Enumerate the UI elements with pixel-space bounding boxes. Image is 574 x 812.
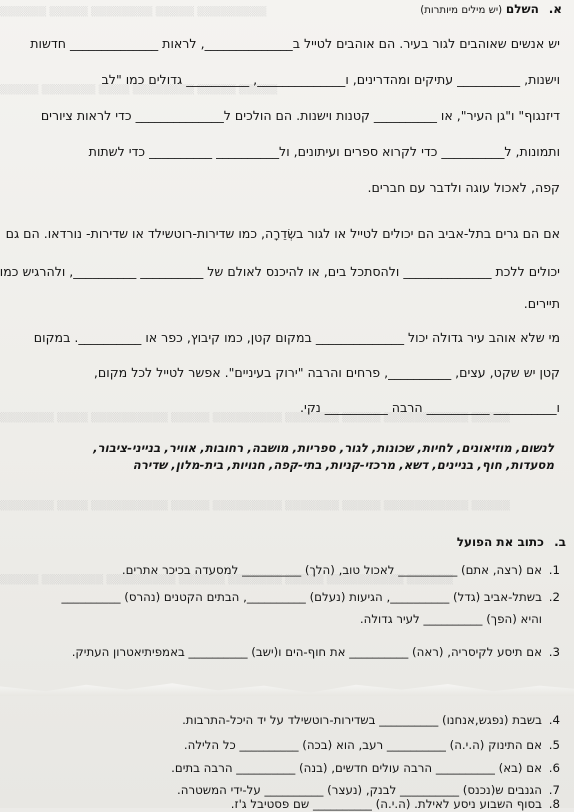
exercise-text: אם (רצה, אתם) __________ לאכול טוב, (הלך) __________ למסעדה בכיכר אתרים.: [121, 563, 542, 577]
exercise-item: [10, 796, 560, 812]
section-a-subtitle: (יש מילים מיותרות): [420, 5, 503, 16]
exercise-item: [10, 737, 560, 753]
passage-line: מי שלא אוהב עיר גדולה יכול ______________ במקום קטן, כמו קיבוץ, כפר או __________. במקום: [33, 330, 560, 345]
exercise-text: אם התינוק (ה.י.ה) __________ רעב, הוא (בכה) __________ כל הלילה.: [183, 738, 542, 752]
section-a-header: [420, 2, 562, 16]
passage-line: קטן יש שקט, עצים, __________, פרחים והרבה "ירוק בעיניים". אפשר לטייל לכל מקום,: [93, 365, 560, 380]
word-bank-line: מסעדות, חוף, בניינים, דשא, מרכזי-קניות, בתי-קפה, חנויות, בית-מלון, שדירה: [132, 458, 554, 472]
exercise-number: 1.: [548, 563, 560, 577]
passage-line: קפה, לאכול עוגה ולדבר עם חברים.: [367, 180, 560, 195]
exercise-item: [10, 760, 560, 776]
show-through-text: ▒▒▒▒▒▒ ▒▒▒▒▒ ▒▒▒▒▒▒▒▒ ▒▒▒▒▒ ▒▒▒▒▒▒▒▒▒: [0, 6, 267, 17]
show-through-text: ▒▒▒▒▒ ▒▒▒▒▒▒▒▒ ▒▒▒▒▒▒▒▒▒ ▒▒▒▒▒▒ ▒▒▒▒▒▒▒ ▒▒▒▒▒ ▒▒▒▒▒▒▒▒▒▒ ▒▒▒▒▒▒: [0, 574, 453, 585]
exercise-item: [10, 589, 560, 605]
exercise-text: אם תיסע לקיסריה, (ראה) __________ את חוף-הים ו(ישב) __________ באמפיתיאטרון העתיק.: [71, 645, 542, 659]
exercise-number: 2.: [548, 590, 560, 604]
exercise-number: 8.: [548, 797, 560, 811]
word-bank-line: לנשום, מוזיאונים, לחיות, שכונות, לגור, ספריות, מושבה, רחובות, אוויר, בנייני-ציבור,: [93, 441, 554, 455]
exercise-item: [10, 712, 560, 728]
exercise-number: 3.: [548, 645, 560, 659]
passage-line: דיזנגוף" ו"גן העיר", או __________ קטנות וישנות. הם הולכים ל______________ כדי לראות ציורים: [40, 108, 560, 123]
exercise-text: בסוף השבוע ניסע לאילת. (ה.י.ה) __________ שם פסטיבל ג'ז.: [230, 797, 542, 811]
passage-line: אם הם גרים בתל-אביב הם יכולים לטייל או לגור בשְׂדֵרָה, כמו שדירות-רוטשילד או שדירות- נורדאו. הם גם: [5, 226, 560, 241]
passage-line: תיירים.: [523, 296, 560, 311]
exercise-item: [10, 562, 560, 578]
exercise-item: [10, 644, 560, 660]
torn-paper-edge: [0, 680, 574, 696]
section-b-header: [457, 535, 566, 549]
exercise-number: 6.: [548, 761, 560, 775]
section-a-letter: א.: [548, 2, 562, 16]
show-through-text: ▒▒▒▒▒▒▒ ▒▒▒▒ ▒▒▒▒▒▒▒▒▒▒ ▒▒▒▒▒ ▒▒▒▒▒▒▒▒▒ ▒▒▒▒▒▒▒ ▒▒▒▒▒ ▒▒▒▒▒▒▒▒▒▒▒ ▒▒▒▒▒: [0, 412, 510, 423]
section-b-title: כתוב את הפועל: [456, 535, 544, 549]
exercise-text: אם (בא) __________ הרבה עולים חדשים, (בנה) __________ הרבה בתים.: [171, 761, 542, 775]
passage-line: ו__________ __________ הרבה __________ נקי.: [300, 400, 560, 415]
passage-line: יש אנשים שאוהבים לגור בעיר. הם אוהבים לטייל ב______________, לראות ______________ חדשות: [30, 36, 560, 51]
passage-line: יכולים ללכת ______________ ולהסתכל בים, או להיכנס לאולם של __________ __________, ולהרגיש כמו: [0, 264, 560, 279]
exercise-text: והיא (הפך) __________ לעיר גדולה.: [359, 612, 542, 626]
show-through-text: ▒▒▒▒▒ ▒▒▒▒▒▒▒ ▒▒▒▒ ▒▒▒▒▒▒▒▒ ▒▒▒▒▒ ▒▒▒▒▒: [0, 84, 278, 95]
exercise-text: בשתל-אביב (גדל) __________, הגיעות (נעלם) __________, הבתים הקטנים (נהרס) __________: [61, 590, 542, 604]
exercise-number: 4.: [548, 713, 560, 727]
word-bank: [6, 440, 554, 474]
section-b-letter: ב.: [554, 535, 566, 549]
exercise-number: 5.: [548, 738, 560, 752]
passage-line: וישנות, __________ עתיקים ומהדרינים, ו______________, __________ גדולים כמו "לב: [101, 72, 560, 87]
exercise-number: 7.: [548, 783, 560, 797]
exercise-text: הגנבים ש(נכנס) __________ לבנק, (נעצר) __________ על-ידי המשטרה.: [177, 783, 542, 797]
passage-line: ותמונות, ל__________ כדי לקרוא ספרים ועיתונים, ול__________ __________ כדי לשתות: [88, 144, 560, 159]
exercise-text: בשבת (נפגש,אנחנו) __________ בשדירות-רוטשילד על יד היכל-התרבות.: [182, 713, 542, 727]
section-a-title: השלם: [505, 2, 539, 16]
exercise-item: [10, 611, 560, 627]
show-through-text: ▒▒▒▒▒▒▒ ▒▒▒▒ ▒▒▒▒▒▒▒▒▒▒ ▒▒▒▒▒ ▒▒▒▒▒▒▒▒▒ ▒▒▒▒▒▒▒ ▒▒▒▒▒ ▒▒▒▒▒▒▒▒▒▒▒ ▒▒▒▒▒: [0, 500, 510, 511]
